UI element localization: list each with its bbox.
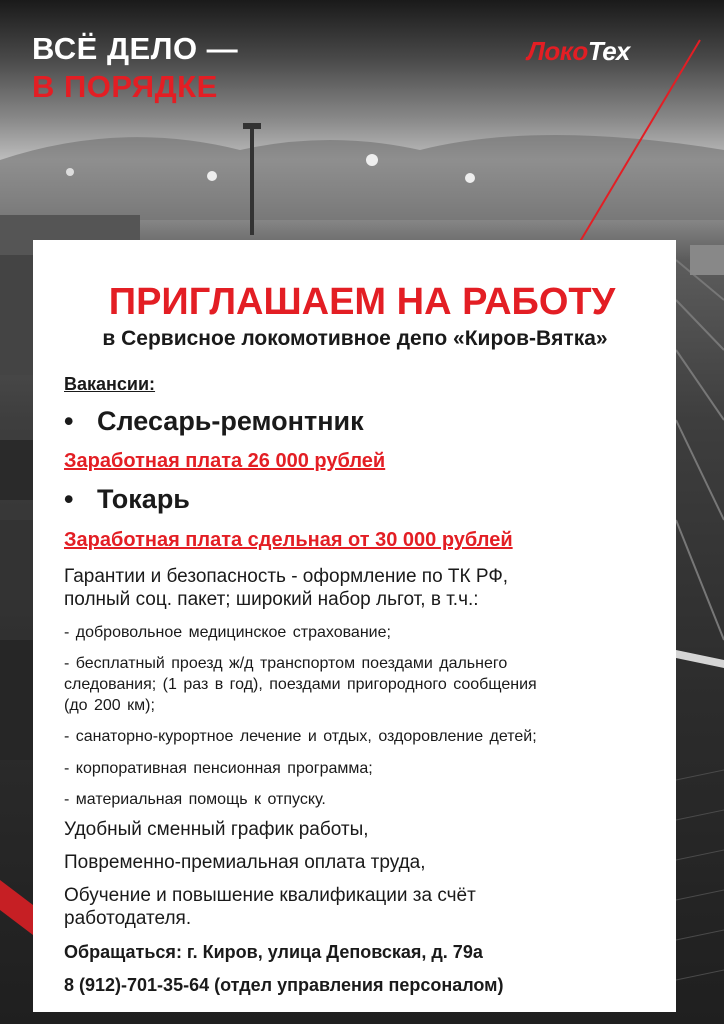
bullet: •: [64, 484, 74, 514]
page-title: ПРИГЛАШАЕМ НА РАБОТУ: [108, 281, 616, 323]
vacancy-item: [64, 483, 190, 515]
contact-phone: 8 (912)-701-35-64 (отдел управления персоналом): [64, 975, 504, 995]
extra-item: работодателя.: [64, 908, 192, 929]
extra-item: Удобный сменный график работы,: [64, 819, 369, 840]
vacancy-salary: Заработная плата 26 000 рублей: [64, 450, 386, 472]
bullet: •: [64, 406, 74, 436]
vacancies-label: Вакансии:: [64, 374, 156, 394]
benefit-item: следования; (1 раз в год), поездами пригородного сообщения: [64, 676, 537, 693]
vacancy-title: Токарь: [97, 484, 190, 514]
extra-item: Повременно-премиальная оплата труда,: [64, 852, 426, 873]
logo-part-2: Тех: [587, 36, 630, 66]
guarantees-line: Гарантии и безопасность - оформление по ТК РФ,: [64, 566, 509, 587]
vacancy-title: Слесарь-ремонтник: [97, 406, 364, 436]
benefit-item: - бесплатный проезд ж/д транспортом поездами дальнего: [64, 655, 508, 672]
benefit-item: - санаторно-курортное лечение и отдых, оздоровление детей;: [64, 728, 537, 745]
slogan: [32, 30, 238, 106]
guarantees-line: полный соц. пакет; широкий набор льгот, в т.ч.:: [64, 589, 479, 610]
vacancy-salary: Заработная плата сдельная от 30 000 рублей: [64, 529, 513, 551]
benefit-item: - корпоративная пенсионная программа;: [64, 760, 373, 777]
lokotech-logo: [527, 36, 630, 67]
logo-part-1: Локо: [527, 36, 588, 66]
contact-address: Обращаться: г. Киров, улица Деповская, д. 79а: [64, 942, 483, 962]
benefit-item: - материальная помощь к отпуску.: [64, 791, 326, 808]
benefit-item: (до 200 км);: [64, 697, 155, 714]
slogan-line-1: ВСЁ ДЕЛО —: [32, 31, 239, 66]
extra-item: Обучение и повышение квалификации за счёт: [64, 885, 476, 906]
vacancy-item: [64, 405, 364, 437]
benefit-item: - добровольное медицинское страхование;: [64, 624, 391, 641]
page-subtitle: в Сервисное локомотивное депо «Киров-Вятка»: [102, 327, 608, 350]
slogan-line-2: В ПОРЯДКЕ: [32, 69, 218, 104]
